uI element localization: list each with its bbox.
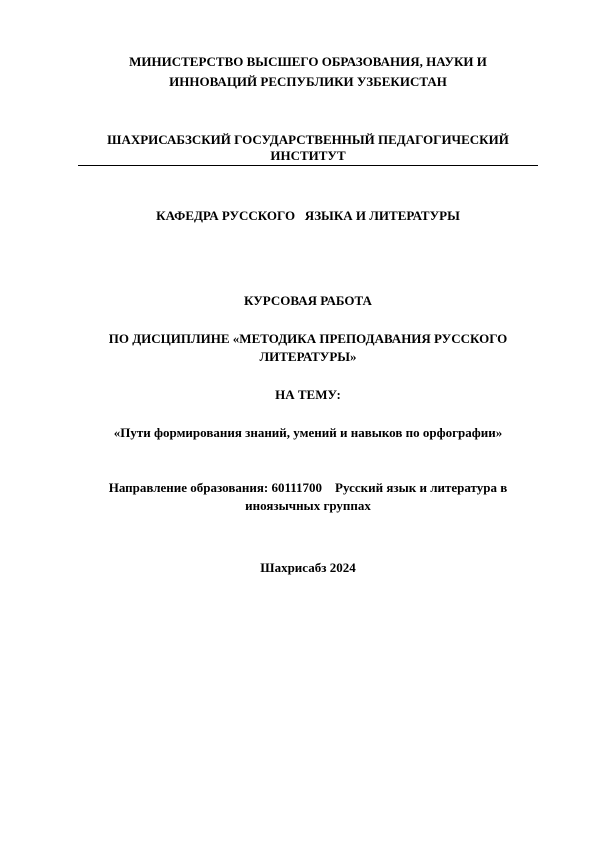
direction-line-2: иноязычных группах — [245, 498, 371, 513]
institute-underline — [78, 165, 538, 166]
city-year: Шахрисабз 2024 — [260, 560, 356, 575]
topic-title: «Пути формирования знаний, умений и навыков по орфографии» — [113, 425, 503, 440]
work-type: КУРСОВАЯ РАБОТА — [244, 293, 372, 308]
institute-line-1: ШАХРИСАБЗСКИЙ ГОСУДАРСТВЕННЫЙ ПЕДАГОГИЧЕСКИЙ — [107, 132, 509, 147]
institute-line-2: ИНСТИТУТ — [270, 148, 346, 163]
discipline-line-1: ПО ДИСЦИПЛИНЕ «МЕТОДИКА ПРЕПОДАВАНИЯ РУССКОГО — [108, 331, 508, 346]
ministry-line-1: МИНИСТЕРСТВО ВЫСШЕГО ОБРАЗОВАНИЯ, НАУКИ И — [129, 54, 487, 69]
ministry-line-2: ИННОВАЦИЙ РЕСПУБЛИКИ УЗБЕКИСТАН — [169, 74, 447, 89]
discipline-line-2: ЛИТЕРАТУРЫ» — [259, 349, 357, 364]
department-name: КАФЕДРА РУССКОГО ЯЗЫКА И ЛИТЕРАТУРЫ — [156, 208, 460, 223]
topic-label: НА ТЕМУ: — [275, 387, 341, 402]
direction-line-1: Направление образования: 60111700 Русский язык и литература в — [108, 480, 508, 495]
